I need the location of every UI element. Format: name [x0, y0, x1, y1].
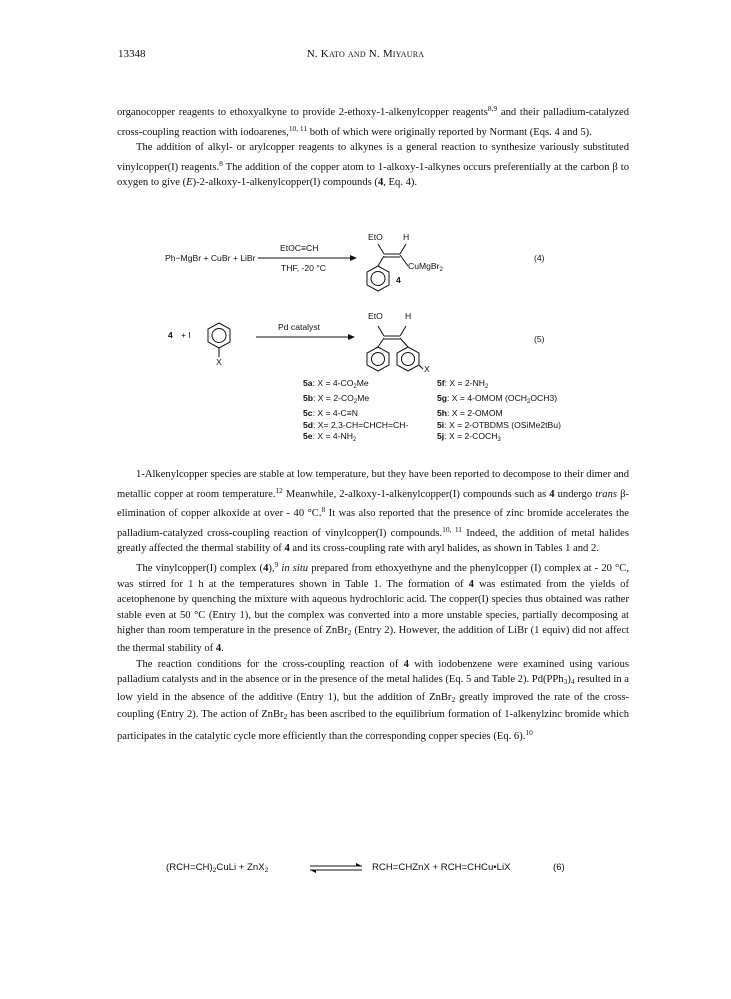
running-header-authors: N. Kato and N. Miyaura: [306, 48, 425, 60]
eq5-reactant-4: 4: [168, 330, 173, 340]
eq5-x-label: X: [216, 357, 222, 367]
eq5-catalyst: Pd catalyst: [278, 322, 321, 332]
compound-5e: 5e: $X = 4-NH_2$: [303, 430, 357, 443]
eq4-h: H: [403, 232, 410, 242]
eq5-x-label-2: X: [424, 364, 430, 374]
compound-5b: 5b: $X = 2-CO_2Me$: [303, 393, 370, 406]
eq5-aryl-iodide-ring: [199, 320, 239, 360]
eq6-number: (6): [553, 862, 565, 873]
intro-paragraphs: [117, 101, 629, 191]
paragraph-5: The reaction conditions for the cross-coupling reaction of 4 with iodobenzene were examined using various palladium catalysts and in the absence or in the presence of the metal halides (Eq. 5 and Table 2). $Pd(PPh_3)_4$ resulted in a low yield in the absence of the additive (Entry 1), but the addition of ZnBr$_2$ greatly improved the rate of the cross-coupling (Entry 2). The action of ZnBr$_2$ has been ascribed to the equilibrium formation of 1-alkenylzinc bromide which participates in the catalytic cycle more efficiently than the corresponding copper species (Eq. 6).$^{10}$: [117, 658, 630, 742]
paragraph-4: The vinylcopper(I) complex (4),$^9$ in situ prepared from ethoxyethyne and the phenylcopper (I) complex at - 20 °C, was stirred for 1 h at the temperatures shown in Table 1. The formation of 4 was estimated from the yields of acetophenone by quenching the mixture with aqueous hydrochloric acid. The copper(I) species thus obtained was rather stable even at 50 °C (Entry 1), but the complex was converted into a more unstable species, partially decomposing at higher than room temperature in the presence of ZnBr$_2$ (Entry 2). However, the addition of LiBr (1 equiv) did not affect the thermal stability of 4.: [117, 559, 630, 654]
eq4-reagent: EtOC≡CH: [280, 243, 319, 253]
compound-5i: 5i: X = 2-OTBDMS (OSiMe2tBu): [437, 419, 561, 430]
eq4-reactants: Ph−MgBr + CuBr + LiBr: [165, 253, 256, 263]
compound-5g: 5g: X = 4-OMOM $(OCH_2OCH3)$: [437, 393, 558, 406]
compound-5f: 5f: $X = 2-NH_2$: [437, 378, 489, 390]
eq6-equilibrium-arrow: [306, 862, 366, 874]
eq4-number: (4): [534, 253, 545, 263]
eq4-conditions: THF, -20 °C: [281, 263, 326, 273]
compound-list-right: [437, 378, 561, 446]
eq5-number: (5): [534, 334, 545, 344]
eq4-compound-number: 4: [396, 275, 401, 285]
page-number: 13348: [118, 48, 146, 60]
paragraph-1: organocopper reagents to ethoxyalkyne to provide 2-ethoxy-1-alkenylcopper reagents$^{8,9}$ and their palladium-catalyzed cross-coupling reaction with iodoarenes,$^{10, 11}$ both of which were originally reported by Normant (Eqs. 4 and 5).: [117, 104, 629, 138]
eq4-arrow: [258, 252, 358, 264]
eq6-left: $(RCH=CH)_2CuLi + ZnX_2$: [166, 862, 269, 874]
eq5-h: H: [405, 311, 412, 321]
eq5-plus-iodo: + I: [181, 330, 191, 340]
paragraph-2: The addition of alkyl- or arylcopper reagents to alkynes is a general reaction to synthesize variously substituted vinylcopper(I) reagents.$^8$ The addition of the copper atom to 1-alkoxy-1-alkynes occurs preferentially at the carbon β to oxygen to give (E)-2-alkoxy-1-alkenylcopper(I) compounds (4, Eq. 4).: [117, 142, 629, 189]
body-paragraphs: [117, 467, 629, 745]
eq5-eto: EtO: [368, 311, 383, 321]
compound-5a: 5a: $X = 4-CO_2Me$: [303, 378, 369, 390]
compound-5c: 5c: X = 4-C≡N: [303, 408, 358, 419]
compound-5h: 5h: X = 2-OMOM: [437, 408, 503, 419]
paragraph-3: 1-Alkenylcopper species are stable at low temperature, but they have been reported to decompose to their dimer and metallic copper at room temperature.$^{12}$ Meanwhile, 2-alkoxy-1-alkenylcopper(I) compounds such as 4 undergo trans β-elimination of copper alkoxide at over - 40 °C.$^8$ It was also reported that the presence of zinc bromide accelerates the palladium-catalyzed cross-coupling reaction of vinylcopper(I) compounds.$^{10, 11}$ Indeed, the addition of metal halides greatly affected the thermal stability of 4 and its cross-coupling rate with aryl halides, as shown in Tables 1 and 2.: [117, 469, 629, 555]
eq6-right: RCH=CHZnX + RCH=CHCu•LiX: [372, 862, 511, 873]
eq5-arrow: [256, 331, 356, 343]
compound-list-left: [303, 378, 408, 446]
eq5-product-structure: [360, 312, 460, 372]
compound-5j: 5j: $X = 2-COCH_3$: [437, 430, 501, 443]
compound-5d: 5d: X= 2,3-CH=CHCH=CH-: [303, 419, 409, 430]
eq4-cumgbr: CuMgBr$_2$: [408, 261, 443, 273]
eq4-eto: EtO: [368, 232, 383, 242]
